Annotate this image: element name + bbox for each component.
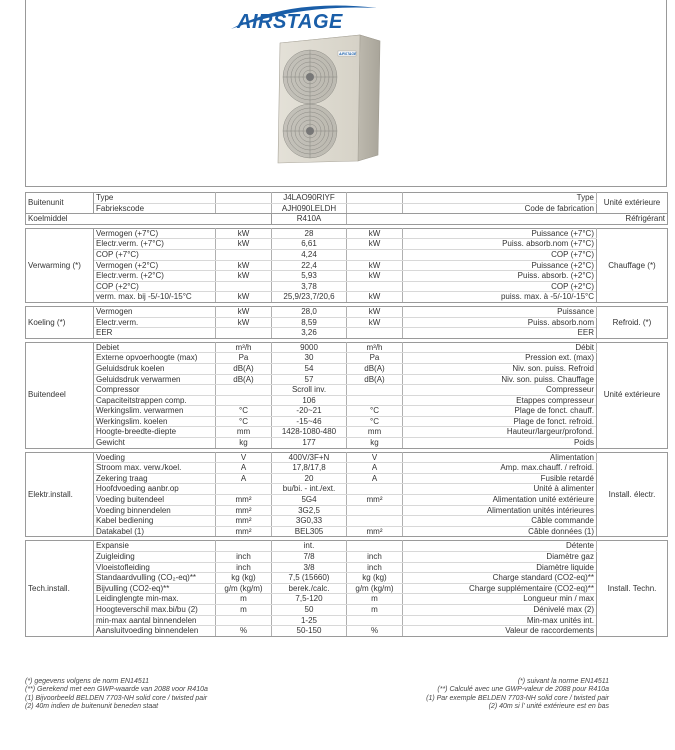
spec-label-fr: Valeur de raccordements	[403, 626, 597, 637]
spec-unit-fr: Pa	[347, 353, 403, 364]
spec-label-fr: Pression ext. (max)	[403, 353, 597, 364]
spec-row	[26, 353, 668, 364]
spec-value: Scroll inv.	[272, 385, 347, 396]
spec-unit-fr: A	[347, 473, 403, 484]
spec-row	[26, 363, 668, 374]
spec-row	[26, 416, 668, 427]
spec-unit-nl	[216, 385, 272, 396]
spec-unit-nl: kW	[216, 228, 272, 239]
spec-label-fr: Type	[403, 193, 597, 204]
spec-unit-nl: mm²	[216, 526, 272, 537]
spec-unit-nl: °C	[216, 416, 272, 427]
spec-label-nl: Geluidsdruk koelen	[94, 363, 216, 374]
spec-unit-fr: kW	[347, 239, 403, 250]
spec-value: 28,0	[272, 306, 347, 317]
spec-unit-nl: inch	[216, 552, 272, 563]
spec-label-nl: Type	[94, 193, 216, 204]
spec-label-nl: Fabriekscode	[94, 203, 216, 214]
spec-unit-nl: dB(A)	[216, 363, 272, 374]
spec-row	[26, 473, 668, 484]
spec-unit-nl: A	[216, 473, 272, 484]
spec-value: 57	[272, 374, 347, 385]
spec-value: -15~46	[272, 416, 347, 427]
spec-value: 1-25	[272, 615, 347, 626]
spec-label-nl: Vloeistofleiding	[94, 562, 216, 573]
spec-label-fr: EER	[403, 328, 597, 339]
spec-label-nl: Standaardvulling (CO₂-eq)**	[94, 573, 216, 584]
group-label-nl: Koeling (*)	[26, 306, 94, 338]
note-left: (**) Gerekend met een GWP-waarde van 2088 voor R410a	[25, 686, 208, 694]
spec-label-fr: Amp. max.chauff. / refroid.	[403, 463, 597, 474]
spec-label-nl: Zuigleiding	[94, 552, 216, 563]
spec-unit-nl: V	[216, 452, 272, 463]
spec-row	[26, 292, 668, 303]
spec-row	[26, 626, 668, 637]
spec-unit-nl: g/m (kg/m)	[216, 583, 272, 594]
spec-label-nl: COP (+2°C)	[94, 281, 216, 292]
spec-label-nl: Debiet	[94, 342, 216, 353]
spec-label-nl: Kabel bediening	[94, 516, 216, 527]
spec-row	[26, 583, 668, 594]
group-label-nl: Elektr.install.	[26, 452, 94, 537]
spec-value: berek./calc.	[272, 583, 347, 594]
spec-row	[26, 395, 668, 406]
spec-row	[26, 463, 668, 474]
spec-unit-fr	[347, 615, 403, 626]
spec-row	[26, 306, 668, 317]
spec-unit-fr: inch	[347, 562, 403, 573]
spec-unit-fr: kW	[347, 228, 403, 239]
spec-unit-fr: inch	[347, 552, 403, 563]
note-left: (2) 40m indien de buitenunit beneden staat	[25, 703, 159, 711]
spec-label-fr: Diamètre gaz	[403, 552, 597, 563]
spec-unit-fr	[347, 541, 403, 552]
spec-unit-fr: kW	[347, 271, 403, 282]
spec-value: 3G2,5	[272, 505, 347, 516]
spec-label-fr: Puissance (+7°C)	[403, 228, 597, 239]
spec-unit-fr	[347, 395, 403, 406]
spec-label-nl: Vermogen (+2°C)	[94, 260, 216, 271]
spec-label-nl: verm. max. bij -5/-10/-15°C	[94, 292, 216, 303]
spec-label-nl: Voeding buitendeel	[94, 495, 216, 506]
spec-label-fr: puiss. max. à -5/-10/-15°C	[403, 292, 597, 303]
spec-unit-nl	[216, 541, 272, 552]
spec-value: 6,61	[272, 239, 347, 250]
group-label-fr: Unité extérieure	[597, 342, 668, 448]
spec-unit-nl: kW	[216, 317, 272, 328]
spec-unit-nl: kg	[216, 438, 272, 449]
spec-unit-fr: g/m (kg/m)	[347, 583, 403, 594]
spec-label-nl: Compressor	[94, 385, 216, 396]
spec-label-nl: Hoofdvoeding aanbr.op	[94, 484, 216, 495]
spec-unit-nl: kg (kg)	[216, 573, 272, 584]
spec-unit-fr	[347, 328, 403, 339]
spec-row	[26, 342, 668, 353]
group-label-fr: Unité extérieure	[597, 193, 668, 214]
spec-value: BEL305	[272, 526, 347, 537]
spec-value: 3G0,33	[272, 516, 347, 527]
spec-value: 7,5 (15660)	[272, 573, 347, 584]
spec-unit-nl: m³/h	[216, 342, 272, 353]
spec-label-nl: Aansluitvoeding binnendelen	[94, 626, 216, 637]
spec-unit-nl: kW	[216, 260, 272, 271]
spec-row	[26, 615, 668, 626]
spec-unit-nl: m	[216, 594, 272, 605]
spec-unit-fr: A	[347, 463, 403, 474]
spec-label-fr: Puiss. absorb.nom (+7°C)	[403, 239, 597, 250]
spec-label-fr: Code de fabrication	[403, 203, 597, 214]
spec-value: J4LAO90RIYF	[272, 193, 347, 204]
spec-row	[26, 328, 668, 339]
spec-row	[26, 317, 668, 328]
note-right: (1) Par exemple BELDEN 7703-NH solid core / twisted pair	[426, 694, 609, 702]
spec-label-fr: Débit	[403, 342, 597, 353]
spec-unit-nl: kW	[216, 306, 272, 317]
spec-unit-fr: °C	[347, 416, 403, 427]
spec-value: 9000	[272, 342, 347, 353]
spec-row	[26, 484, 668, 495]
spec-row	[26, 573, 668, 584]
spec-label-fr: Puissance (+2°C)	[403, 260, 597, 271]
note-left: (*) gegevens volgens de norm EN14511	[25, 678, 150, 685]
note-right: (*) suivant la norme EN14511	[517, 678, 609, 685]
spec-label-fr: Charge standard (CO2-eq)**	[403, 573, 597, 584]
spec-unit-fr: kg (kg)	[347, 573, 403, 584]
group-label-nl: Tech.install.	[26, 541, 94, 636]
spec-label-nl: Bijvulling (CO2-eq)**	[94, 583, 216, 594]
spec-unit-fr: mm	[347, 427, 403, 438]
spec-label-nl: Electr.verm. (+7°C)	[94, 239, 216, 250]
spec-row	[26, 526, 668, 537]
spec-value: 5G4	[272, 495, 347, 506]
spec-unit-nl	[216, 281, 272, 292]
spec-label-fr: COP (+2°C)	[403, 281, 597, 292]
spec-label-nl: Electr.verm.	[94, 317, 216, 328]
spec-label-nl: COP (+7°C)	[94, 249, 216, 260]
spec-unit-fr: kW	[347, 260, 403, 271]
spec-unit-fr: kW	[347, 292, 403, 303]
spec-label-fr: Niv. son. puiss. Chauffage	[403, 374, 597, 385]
spec-row	[26, 541, 668, 552]
spec-value: 4,24	[272, 249, 347, 260]
spec-unit-nl	[216, 203, 272, 214]
spec-label-fr: Puiss. absorb. (+2°C)	[403, 271, 597, 282]
spec-value: 20	[272, 473, 347, 484]
group-label-fr: Chauffage (*)	[597, 228, 668, 302]
spec-value: 25,9/23,7/20,6	[272, 292, 347, 303]
spec-label-fr: Câble données (1)	[403, 526, 597, 537]
spec-label-fr: Niv. son. puiss. Refroid	[403, 363, 597, 374]
spec-row	[26, 406, 668, 417]
spec-label-nl: Electr.verm. (+2°C)	[94, 271, 216, 282]
spec-row	[26, 495, 668, 506]
spec-label-nl: Capaciteitstrappen comp.	[94, 395, 216, 406]
spec-unit-nl: kW	[216, 292, 272, 303]
spec-unit-fr: m³/h	[347, 342, 403, 353]
spec-label-nl: Voeding binnendelen	[94, 505, 216, 516]
spec-unit-fr: V	[347, 452, 403, 463]
spec-label-fr: Fusible retardé	[403, 473, 597, 484]
spec-row	[26, 604, 668, 615]
group-label-fr: Install. électr.	[597, 452, 668, 537]
spec-unit-fr	[347, 385, 403, 396]
spec-row	[26, 260, 668, 271]
spec-label-fr: Poids	[403, 438, 597, 449]
outdoor-unit-image	[272, 33, 397, 168]
group-label-nl: Buitendeel	[26, 342, 94, 448]
product-header	[25, 0, 667, 187]
spec-value: 3,26	[272, 328, 347, 339]
spec-unit-fr: m	[347, 594, 403, 605]
note-left: (1) Bijvoorbeeld BELDEN 7703-NH solid core / twisted pair	[25, 694, 208, 702]
spec-unit-fr: kW	[347, 306, 403, 317]
spec-unit-nl: m	[216, 604, 272, 615]
airstage-logo	[229, 4, 379, 32]
spec-row	[26, 452, 668, 463]
spec-value: 3/8	[272, 562, 347, 573]
group-label-fr: Install. Techn.	[597, 541, 668, 636]
spec-label-nl: Voeding	[94, 452, 216, 463]
spec-row	[26, 281, 668, 292]
brand-name: AIRSTAGE	[237, 11, 343, 32]
spec-row	[26, 228, 668, 239]
spec-unit-fr: kW	[347, 317, 403, 328]
spec-label-nl: Werkingslim. verwarmen	[94, 406, 216, 417]
spec-label-fr: Câble commande	[403, 516, 597, 527]
spec-value: 8,59	[272, 317, 347, 328]
spec-label-nl: Expansie	[94, 541, 216, 552]
spec-unit-nl: A	[216, 463, 272, 474]
spec-value: 7,5-120	[272, 594, 347, 605]
spec-unit-fr: m	[347, 604, 403, 615]
spec-value: int.	[272, 541, 347, 552]
spec-unit-nl	[216, 484, 272, 495]
group-label-nl: Verwarming (*)	[26, 228, 94, 302]
spec-row	[26, 374, 668, 385]
spec-label-fr: Plage de fonct. refroid.	[403, 416, 597, 427]
spec-label-nl: Zekering traag	[94, 473, 216, 484]
spec-label-nl: Leidinglengte min-max.	[94, 594, 216, 605]
spec-label-nl: Hoogteverschil max.bi/bu (2)	[94, 604, 216, 615]
spec-label-nl: min-max aantal binnendelen	[94, 615, 216, 626]
spec-label-fr: Min-max unités int.	[403, 615, 597, 626]
spec-value: 5,93	[272, 271, 347, 282]
spec-unit-fr: dB(A)	[347, 363, 403, 374]
spec-unit-fr: kg	[347, 438, 403, 449]
spec-unit-nl: inch	[216, 562, 272, 573]
spec-unit-fr: %	[347, 626, 403, 637]
spec-value: 50-150	[272, 626, 347, 637]
spec-unit-nl	[216, 615, 272, 626]
note-right: (**) Calculé avec une GWP-valeur de 2088 pour R410a	[437, 686, 609, 694]
spec-value: 50	[272, 604, 347, 615]
spec-row	[26, 552, 668, 563]
spec-unit-nl: °C	[216, 406, 272, 417]
spec-row	[26, 239, 668, 250]
spec-value: 3,78	[272, 281, 347, 292]
spec-row	[26, 203, 668, 214]
spec-label-nl: EER	[94, 328, 216, 339]
spec-value: R410A	[272, 214, 347, 225]
spec-unit-fr: dB(A)	[347, 374, 403, 385]
spec-unit-nl	[216, 328, 272, 339]
spec-label-fr: COP (+7°C)	[403, 249, 597, 260]
spec-label-fr: Dénivelé max (2)	[403, 604, 597, 615]
spec-unit-nl: mm²	[216, 505, 272, 516]
spec-row	[26, 271, 668, 282]
spec-unit-nl: kW	[216, 239, 272, 250]
spec-unit-fr	[347, 484, 403, 495]
spec-label-nl: Datakabel (1)	[94, 526, 216, 537]
spec-value: bu/bi. - int./ext.	[272, 484, 347, 495]
group-label-nl: Koelmiddel	[26, 214, 272, 225]
spec-unit-nl: Pa	[216, 353, 272, 364]
spec-label-nl: Hoogte-breedte-diepte	[94, 427, 216, 438]
unit-badge: AIRSTAGE	[339, 52, 357, 56]
spec-label-fr: Alimentation	[403, 452, 597, 463]
spec-value: 28	[272, 228, 347, 239]
spec-unit-fr: °C	[347, 406, 403, 417]
spec-unit-fr	[347, 516, 403, 527]
spec-label-nl: Werkingslim. koelen	[94, 416, 216, 427]
spec-label-fr: Puissance	[403, 306, 597, 317]
spec-label-nl: Vermogen (+7°C)	[94, 228, 216, 239]
footnotes	[25, 678, 609, 712]
spec-unit-nl	[216, 193, 272, 204]
spec-value: 7/8	[272, 552, 347, 563]
spec-unit-fr	[347, 193, 403, 204]
spec-row	[26, 249, 668, 260]
spec-unit-fr: mm²	[347, 495, 403, 506]
spec-value: -20~21	[272, 406, 347, 417]
spec-unit-nl: mm²	[216, 495, 272, 506]
spec-unit-nl	[216, 395, 272, 406]
spec-label-fr: Charge supplémentaire (CO2-eq)**	[403, 583, 597, 594]
spec-label-fr: Puiss. absorb.nom	[403, 317, 597, 328]
spec-label-nl: Geluidsdruk verwarmen	[94, 374, 216, 385]
spec-unit-nl: %	[216, 626, 272, 637]
spec-value: 30	[272, 353, 347, 364]
spec-value: 177	[272, 438, 347, 449]
spec-unit-nl	[216, 249, 272, 260]
spec-label-nl: Stroom max. verw./koel.	[94, 463, 216, 474]
spec-value: 17,8/17,8	[272, 463, 347, 474]
note-right: (2) 40m si l' unité extérieure est en bas	[488, 703, 609, 711]
spec-row	[26, 385, 668, 396]
spec-table	[25, 192, 668, 637]
group-label-fr: Refroid. (*)	[597, 306, 668, 338]
spec-value: 400V/3F+N	[272, 452, 347, 463]
spec-value: 22,4	[272, 260, 347, 271]
spec-row	[26, 516, 668, 527]
spec-label-nl: Externe opvoerhoogte (max)	[94, 353, 216, 364]
spec-label-fr: Plage de fonct. chauff.	[403, 406, 597, 417]
group-label-fr: Réfrigérant	[347, 214, 668, 225]
spec-unit-nl: dB(A)	[216, 374, 272, 385]
spec-unit-nl: kW	[216, 271, 272, 282]
spec-unit-nl: mm²	[216, 516, 272, 527]
spec-row	[26, 214, 668, 225]
spec-label-fr: Alimentation unités intérieures	[403, 505, 597, 516]
spec-label-fr: Alimentation unité extérieure	[403, 495, 597, 506]
spec-label-fr: Longueur min / max	[403, 594, 597, 605]
spec-unit-fr: mm²	[347, 526, 403, 537]
spec-unit-nl: mm	[216, 427, 272, 438]
spec-value: 54	[272, 363, 347, 374]
spec-label-fr: Hauteur/largeur/profond.	[403, 427, 597, 438]
spec-label-fr: Etappes compresseur	[403, 395, 597, 406]
spec-label-nl: Vermogen	[94, 306, 216, 317]
spec-label-nl: Gewicht	[94, 438, 216, 449]
spec-value: 1428-1080-480	[272, 427, 347, 438]
spec-value: AJH090LELDH	[272, 203, 347, 214]
spec-row	[26, 594, 668, 605]
spec-row	[26, 562, 668, 573]
spec-label-fr: Détente	[403, 541, 597, 552]
spec-value: 106	[272, 395, 347, 406]
spec-unit-fr	[347, 281, 403, 292]
group-label-nl: Buitenunit	[26, 193, 94, 214]
spec-label-fr: Unité à alimenter	[403, 484, 597, 495]
spec-unit-fr	[347, 249, 403, 260]
spec-row	[26, 438, 668, 449]
spec-row	[26, 427, 668, 438]
spec-row	[26, 505, 668, 516]
spec-label-fr: Diamètre liquide	[403, 562, 597, 573]
spec-label-fr: Compresseur	[403, 385, 597, 396]
spec-row	[26, 193, 668, 204]
spec-unit-fr	[347, 505, 403, 516]
spec-unit-fr	[347, 203, 403, 214]
